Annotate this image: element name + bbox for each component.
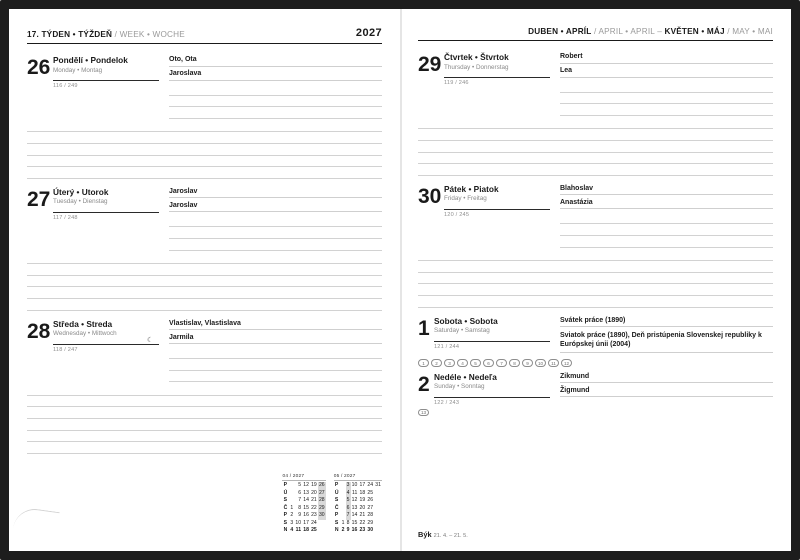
writing-line[interactable] bbox=[27, 264, 382, 276]
writing-line[interactable] bbox=[169, 239, 382, 251]
holiday-secondary-text: Sviatok práce (1890), Deň pristúpenia Slovenskej republiky k Európskej únii (2004) bbox=[560, 331, 762, 348]
writing-line[interactable] bbox=[27, 299, 382, 311]
holiday-marker-chip[interactable]: 12 bbox=[561, 359, 572, 367]
mini-calendar-day[interactable]: 30 bbox=[367, 527, 374, 534]
mini-calendar-day[interactable] bbox=[318, 527, 326, 535]
nameday-primary[interactable]: Vlastislav, Vlastislava bbox=[169, 320, 382, 331]
mini-calendar-day[interactable]: 12 bbox=[351, 497, 358, 504]
writing-line[interactable] bbox=[27, 121, 382, 133]
month-label-second-translation: / MAY • MAI bbox=[727, 27, 773, 36]
day-number: 26 bbox=[27, 56, 51, 79]
writing-line[interactable] bbox=[560, 93, 773, 105]
day-name-translation: Tuesday • Dienstag bbox=[53, 198, 108, 206]
day-number: 30 bbox=[418, 184, 442, 208]
month-label-first: DUBEN • APRÍL bbox=[528, 27, 592, 36]
nameday-primary[interactable]: Robert bbox=[560, 53, 773, 64]
mini-calendar-row bbox=[282, 505, 325, 513]
mini-calendar-weekday: S bbox=[283, 519, 287, 526]
holiday-marker-chip[interactable]: 9 bbox=[522, 359, 533, 367]
day-name: Nedéle • Nedeľa bbox=[434, 371, 497, 382]
mini-calendar-day[interactable]: 9 bbox=[298, 512, 302, 519]
writing-lines[interactable] bbox=[560, 81, 773, 116]
day-entry bbox=[418, 317, 773, 367]
mini-calendar-day[interactable]: 4 bbox=[290, 527, 294, 534]
day-entry bbox=[418, 53, 773, 176]
mini-calendar-weekday: Č bbox=[334, 504, 339, 511]
writing-lines[interactable] bbox=[169, 216, 382, 251]
writing-line[interactable] bbox=[169, 96, 382, 108]
moon-phase-icon: ☾ bbox=[147, 336, 154, 344]
day-number: 28 bbox=[27, 319, 51, 343]
writing-line[interactable] bbox=[27, 431, 382, 443]
day-number: 2 bbox=[418, 372, 430, 396]
writing-line[interactable] bbox=[560, 104, 773, 116]
mini-calendar-weekday: Ú bbox=[283, 489, 288, 496]
mini-calendar-day[interactable]: 2 bbox=[290, 512, 294, 519]
holiday-marker-chip[interactable]: 5 bbox=[470, 359, 481, 367]
diary-spread bbox=[8, 8, 792, 552]
mini-calendar-day[interactable]: 12 bbox=[303, 482, 309, 489]
nameday-secondary[interactable]: Jaroslav bbox=[169, 202, 382, 213]
mini-calendar-day[interactable] bbox=[374, 520, 382, 528]
mini-calendar-day[interactable]: 14 bbox=[351, 512, 358, 519]
day-of-year-count: 122 / 243 bbox=[434, 399, 460, 406]
writing-line[interactable] bbox=[27, 407, 382, 419]
mini-calendar-weekday: S bbox=[334, 497, 339, 504]
mini-calendar-day[interactable]: 5 bbox=[346, 497, 350, 504]
mini-calendar-day[interactable]: 19 bbox=[311, 482, 317, 489]
mini-calendar-day[interactable]: 22 bbox=[359, 519, 366, 526]
day-divider bbox=[434, 341, 550, 342]
mini-calendar-day[interactable]: 8 bbox=[346, 519, 350, 526]
nameday-secondary[interactable]: Anastázia bbox=[560, 199, 773, 210]
writing-line[interactable] bbox=[27, 384, 382, 396]
month-range-separator: – bbox=[657, 27, 662, 36]
mini-calendar-row bbox=[334, 520, 382, 528]
day-name-translation: Thursday • Donnerstag bbox=[444, 63, 509, 71]
mini-calendar-day[interactable]: 21 bbox=[359, 512, 366, 519]
mini-calendar-weekday: S bbox=[334, 519, 339, 526]
mini-calendar-day[interactable]: 25 bbox=[311, 527, 317, 534]
holiday-marker-chip[interactable]: 3 bbox=[444, 359, 455, 367]
day-name: Úterý • Utorok bbox=[53, 186, 109, 197]
mini-calendar-day[interactable]: 17 bbox=[359, 482, 366, 489]
right-page-header bbox=[418, 27, 773, 41]
mini-calendar-day[interactable]: 13 bbox=[351, 504, 358, 511]
mini-calendar-day[interactable]: 7 bbox=[346, 512, 350, 519]
day-name: Pondělí • Pondelok bbox=[53, 55, 128, 65]
mini-calendar-day[interactable]: 21 bbox=[311, 497, 317, 504]
mini-calendar-day[interactable]: 16 bbox=[303, 512, 309, 519]
holiday-marker-chips[interactable] bbox=[418, 409, 773, 417]
day-divider bbox=[444, 209, 550, 210]
zodiac-footer bbox=[418, 530, 468, 539]
mini-calendar-day[interactable]: 3 bbox=[290, 519, 294, 526]
writing-line[interactable] bbox=[418, 273, 773, 285]
writing-line[interactable] bbox=[418, 261, 773, 273]
mini-calendar-row bbox=[282, 512, 325, 520]
nameday-secondary[interactable]: Lea bbox=[560, 67, 773, 78]
writing-line[interactable] bbox=[27, 419, 382, 431]
writing-lines[interactable] bbox=[169, 84, 382, 119]
writing-line[interactable] bbox=[169, 348, 382, 360]
writing-line[interactable] bbox=[418, 118, 773, 130]
mini-calendar-day[interactable]: 28 bbox=[318, 497, 325, 504]
month-range-label bbox=[528, 27, 773, 36]
day-entry bbox=[418, 373, 773, 417]
writing-line[interactable] bbox=[418, 250, 773, 262]
mini-calendar-day[interactable]: 5 bbox=[298, 482, 302, 489]
writing-line[interactable] bbox=[560, 236, 773, 248]
mini-calendars bbox=[282, 473, 382, 535]
mini-calendar-day[interactable]: 17 bbox=[303, 519, 309, 526]
writing-lines-full[interactable] bbox=[418, 250, 773, 308]
holiday-marker-chip[interactable]: 7 bbox=[496, 359, 507, 367]
day-name: Středa • Streda bbox=[53, 318, 113, 329]
day-divider bbox=[444, 77, 550, 78]
nameday-primary[interactable]: Oto, Ota bbox=[169, 56, 382, 67]
mini-calendar-day[interactable]: 18 bbox=[303, 527, 309, 534]
writing-line[interactable] bbox=[169, 371, 382, 383]
day-entry bbox=[27, 56, 382, 179]
day-entry bbox=[27, 188, 382, 311]
writing-line[interactable] bbox=[169, 84, 382, 96]
day-name: Sobota • Sobota bbox=[434, 315, 498, 326]
holiday-primary[interactable]: Svátek práce (1890) bbox=[560, 317, 773, 328]
mini-calendar-day[interactable]: 26 bbox=[318, 482, 325, 489]
mini-calendar-day[interactable]: 10 bbox=[295, 519, 302, 526]
mini-calendar-may bbox=[334, 473, 382, 535]
mini-calendar-day[interactable]: 11 bbox=[352, 489, 358, 496]
mini-calendar-day[interactable]: 6 bbox=[346, 504, 350, 511]
mini-calendar-day[interactable]: 27 bbox=[318, 489, 325, 496]
holiday-marker-chips[interactable] bbox=[418, 359, 773, 367]
mini-calendar-title: 05 / 2027 bbox=[334, 473, 382, 482]
writing-line[interactable] bbox=[418, 153, 773, 165]
right-page bbox=[400, 9, 791, 552]
mini-calendar-day[interactable]: 11 bbox=[295, 527, 302, 534]
mini-calendar-weekday: P bbox=[283, 482, 287, 489]
mini-calendar-grid bbox=[282, 482, 325, 535]
day-name-translation: Saturday • Samstag bbox=[434, 327, 490, 335]
mini-calendar-day[interactable]: 8 bbox=[298, 504, 302, 511]
mini-calendar-day[interactable]: 24 bbox=[311, 519, 317, 526]
mini-calendar-day[interactable]: 24 bbox=[367, 482, 374, 489]
zodiac-range: 21. 4. – 21. 5. bbox=[433, 533, 468, 539]
writing-line[interactable] bbox=[27, 156, 382, 168]
nameday-secondary[interactable]: Jarmila bbox=[169, 334, 382, 345]
holiday-marker-chip[interactable]: 13 bbox=[418, 409, 429, 417]
mini-calendar-day[interactable]: 1 bbox=[290, 504, 294, 511]
day-of-year-count: 119 / 246 bbox=[444, 80, 469, 87]
mini-calendar-day[interactable]: 14 bbox=[303, 497, 309, 504]
writing-lines[interactable] bbox=[560, 213, 773, 248]
week-label-secondary: / WEEK • WOCHE bbox=[114, 30, 185, 39]
writing-lines-full[interactable] bbox=[27, 384, 382, 454]
mini-calendar-day[interactable]: 2 bbox=[341, 527, 345, 534]
mini-calendar-day[interactable]: 6 bbox=[298, 489, 302, 496]
mini-calendar-row bbox=[334, 497, 382, 505]
mini-calendar-day[interactable] bbox=[374, 527, 382, 535]
writing-line[interactable] bbox=[169, 107, 382, 119]
writing-line[interactable] bbox=[27, 396, 382, 408]
mini-calendar-day[interactable] bbox=[374, 490, 382, 498]
mini-calendar-day[interactable]: 29 bbox=[367, 519, 374, 526]
mini-calendar-day[interactable]: 15 bbox=[303, 504, 309, 511]
mini-calendar-row bbox=[282, 482, 325, 490]
writing-line[interactable] bbox=[27, 253, 382, 265]
day-name-translation: Monday • Montag bbox=[53, 66, 103, 74]
mini-calendar-day[interactable]: 4 bbox=[346, 489, 350, 496]
zodiac-sign: Býk bbox=[418, 530, 432, 539]
day-of-year-count: 121 / 244 bbox=[434, 343, 460, 350]
writing-line[interactable] bbox=[27, 287, 382, 299]
mini-calendar-row bbox=[334, 527, 382, 535]
month-label-first-translation: / APRIL • APRIL bbox=[593, 27, 655, 36]
day-of-year-count: 118 / 247 bbox=[53, 346, 78, 353]
left-page bbox=[9, 9, 400, 552]
mini-calendar-row bbox=[282, 490, 325, 498]
mini-calendar-day[interactable]: 27 bbox=[367, 504, 374, 511]
mini-calendar-day[interactable]: 16 bbox=[351, 527, 358, 534]
mini-calendar-day[interactable]: 28 bbox=[367, 512, 374, 519]
mini-calendar-day[interactable]: 23 bbox=[311, 512, 317, 519]
holiday-marker-chip[interactable]: 6 bbox=[483, 359, 494, 367]
mini-calendar-day[interactable]: 22 bbox=[311, 504, 317, 511]
mini-calendar-weekday: P bbox=[334, 482, 339, 489]
mini-calendar-day[interactable]: 30 bbox=[318, 512, 325, 519]
mini-calendar-weekday: P bbox=[334, 512, 339, 519]
writing-line[interactable] bbox=[560, 213, 773, 225]
day-name-translation: Wednesday • Mittwoch bbox=[53, 330, 117, 338]
writing-line[interactable] bbox=[27, 276, 382, 288]
mini-calendar-grid bbox=[334, 482, 382, 535]
mini-calendar-day[interactable]: 29 bbox=[318, 504, 325, 511]
mini-calendar-day[interactable] bbox=[318, 520, 326, 528]
mini-calendar-day[interactable]: 13 bbox=[303, 489, 309, 496]
day-entry bbox=[418, 185, 773, 308]
mini-calendar-day[interactable]: 18 bbox=[359, 489, 366, 496]
year-label: 2027 bbox=[355, 27, 382, 39]
day-of-year-count: 120 / 245 bbox=[444, 211, 470, 218]
day-divider bbox=[53, 344, 159, 345]
mini-calendar-weekday: N bbox=[334, 527, 339, 534]
day-of-year-count: 117 / 248 bbox=[53, 214, 78, 221]
page-corner-curl bbox=[10, 506, 60, 552]
holiday-marker-chip[interactable]: 1 bbox=[418, 359, 429, 367]
week-label-primary: 17. TÝDEN • TÝŽDEŇ bbox=[27, 30, 113, 39]
nameday-primary[interactable]: Jaroslav bbox=[169, 188, 382, 199]
nameday-primary[interactable]: Blahoslav bbox=[560, 185, 773, 196]
day-name: Čtvrtek • Štvrtok bbox=[444, 52, 509, 62]
mini-calendar-day[interactable]: 20 bbox=[359, 504, 366, 511]
writing-lines-full[interactable] bbox=[27, 121, 382, 179]
mini-calendar-row bbox=[282, 527, 325, 535]
writing-line[interactable] bbox=[560, 81, 773, 93]
day-name: Pátek • Piatok bbox=[444, 183, 499, 194]
writing-line[interactable] bbox=[560, 224, 773, 236]
writing-line[interactable] bbox=[418, 296, 773, 308]
mini-calendar-day[interactable]: 7 bbox=[298, 497, 302, 504]
mini-calendar-row bbox=[334, 512, 382, 520]
mini-calendar-title: 04 / 2027 bbox=[282, 473, 325, 482]
writing-line[interactable] bbox=[418, 164, 773, 176]
day-name-translation: Sunday • Sonntag bbox=[434, 383, 485, 391]
mini-calendar-weekday: Ú bbox=[334, 489, 339, 496]
mini-calendar-row bbox=[282, 520, 325, 528]
holiday-marker-chip[interactable]: 10 bbox=[535, 359, 546, 367]
mini-calendar-day[interactable]: 3 bbox=[346, 482, 350, 489]
day-of-year-count: 116 / 249 bbox=[53, 83, 78, 90]
month-label-second: KVĚTEN • MÁJ bbox=[664, 27, 725, 36]
holiday-marker-chip[interactable]: 4 bbox=[457, 359, 468, 367]
mini-calendar-day[interactable]: 26 bbox=[367, 497, 374, 504]
nameday-secondary[interactable]: Žigmund bbox=[560, 387, 773, 398]
mini-calendar-weekday: S bbox=[283, 497, 287, 504]
mini-calendar-day[interactable]: 9 bbox=[346, 527, 350, 534]
left-page-header bbox=[27, 27, 382, 44]
mini-calendar-row bbox=[334, 490, 382, 498]
writing-line[interactable] bbox=[27, 132, 382, 144]
mini-calendar-day[interactable] bbox=[374, 512, 382, 520]
writing-line[interactable] bbox=[169, 227, 382, 239]
nameday-primary[interactable]: Zikmund bbox=[560, 373, 773, 384]
writing-lines-full[interactable] bbox=[418, 118, 773, 176]
mini-calendar-day[interactable]: 23 bbox=[359, 527, 366, 534]
nameday-secondary[interactable]: Jaroslava bbox=[169, 70, 382, 81]
mini-calendar-weekday: P bbox=[283, 512, 287, 519]
writing-line[interactable] bbox=[418, 129, 773, 141]
mini-calendar-april bbox=[282, 473, 325, 535]
holiday-marker-chip[interactable]: 11 bbox=[548, 359, 559, 367]
writing-line[interactable] bbox=[27, 167, 382, 179]
writing-line[interactable] bbox=[27, 442, 382, 454]
writing-line[interactable] bbox=[169, 216, 382, 228]
mini-calendar-row bbox=[334, 505, 382, 513]
mini-calendar-day[interactable]: 25 bbox=[367, 489, 374, 496]
mini-calendar-day[interactable]: 1 bbox=[341, 519, 345, 526]
mini-calendar-day[interactable]: 20 bbox=[311, 489, 317, 496]
writing-line[interactable] bbox=[418, 141, 773, 153]
writing-lines-full[interactable] bbox=[27, 253, 382, 311]
day-divider bbox=[53, 212, 159, 213]
day-number: 27 bbox=[27, 187, 51, 211]
day-divider bbox=[434, 397, 550, 398]
mini-calendar-day[interactable]: 10 bbox=[351, 482, 358, 489]
mini-calendar-day[interactable]: 19 bbox=[359, 497, 366, 504]
mini-calendar-weekday: N bbox=[283, 527, 288, 534]
day-number: 29 bbox=[418, 53, 442, 76]
mini-calendar-weekday: Č bbox=[283, 504, 288, 511]
holiday-marker-chip[interactable]: 8 bbox=[509, 359, 520, 367]
day-number: 1 bbox=[418, 316, 430, 340]
day-name-translation: Friday • Freitag bbox=[444, 195, 487, 203]
mini-calendar-row bbox=[334, 482, 382, 490]
writing-line[interactable] bbox=[169, 359, 382, 371]
mini-calendar-day[interactable]: 15 bbox=[351, 519, 358, 526]
holiday-marker-chip[interactable]: 2 bbox=[431, 359, 442, 367]
day-entry bbox=[27, 320, 382, 454]
writing-line[interactable] bbox=[27, 144, 382, 156]
mini-calendar-day[interactable] bbox=[374, 505, 382, 513]
holiday-secondary[interactable] bbox=[560, 331, 773, 353]
week-label bbox=[27, 30, 185, 39]
mini-calendar-row bbox=[282, 497, 325, 505]
writing-line[interactable] bbox=[418, 284, 773, 296]
mini-calendar-day[interactable]: 31 bbox=[375, 482, 381, 489]
day-divider bbox=[53, 80, 159, 81]
writing-lines[interactable] bbox=[169, 348, 382, 383]
mini-calendar-day[interactable] bbox=[374, 497, 382, 505]
